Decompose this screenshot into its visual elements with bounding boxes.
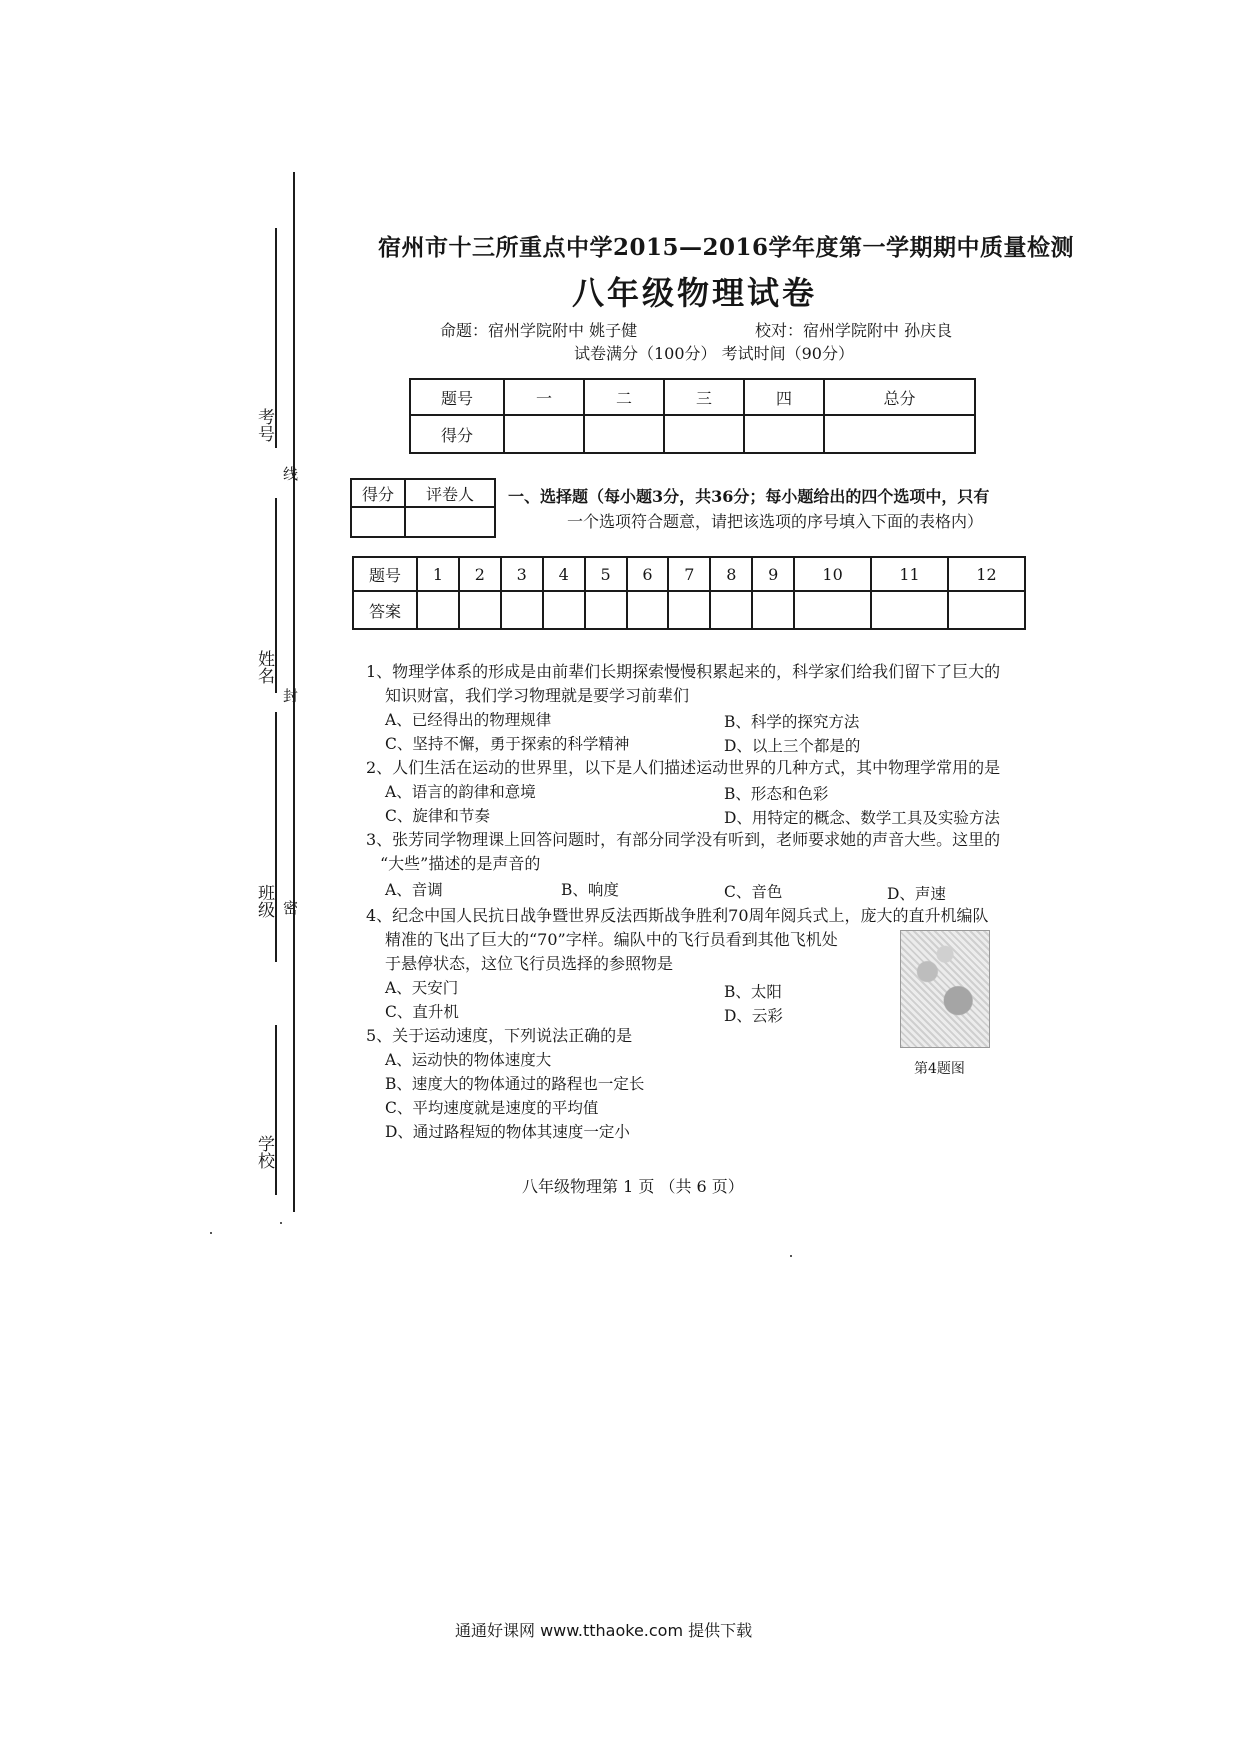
answer-cell[interactable] — [948, 591, 1025, 629]
answer-number: 5 — [585, 557, 627, 591]
answer-cell[interactable] — [627, 591, 669, 629]
score-table-col: 一 — [504, 379, 584, 415]
q1-option-a: A、已经得出的物理规律 — [385, 711, 552, 729]
page-number: 八年级物理第 1 页 （共 6 页） — [522, 1177, 744, 1196]
author-line: 命题：宿州学院附中 姚子健 — [440, 321, 638, 340]
score-table-col: 三 — [664, 379, 744, 415]
watermark: 通通好课网 www.tthaoke.com 提供下载 — [455, 1621, 753, 1640]
answer-cell[interactable] — [871, 591, 948, 629]
q1-option-c: C、坚持不懈，勇于探索的科学精神 — [385, 735, 630, 753]
seal-seal-text: 封 — [281, 688, 299, 703]
q4-line1: 4、纪念中国人民抗日战争暨世界反法西斯战争胜利70周年阅兵式上，庞大的直升机编队 — [366, 906, 989, 925]
score-cell[interactable] — [824, 415, 975, 453]
answer-number: 6 — [627, 557, 669, 591]
answer-cell[interactable] — [417, 591, 459, 629]
score-table-col: 四 — [744, 379, 824, 415]
q4-figure-caption: 第4题图 — [914, 1061, 965, 1077]
answer-table — [352, 556, 1026, 630]
answer-cell[interactable] — [668, 591, 710, 629]
answer-number: 4 — [543, 557, 585, 591]
answer-number: 11 — [871, 557, 948, 591]
grader-score-cell[interactable] — [351, 507, 405, 537]
answer-cell[interactable] — [543, 591, 585, 629]
answer-cell[interactable] — [794, 591, 871, 629]
school-underline — [275, 1025, 277, 1195]
exam-no-label: 考号 — [254, 408, 274, 442]
grader-box — [350, 478, 496, 538]
answer-number: 1 — [417, 557, 459, 591]
q3-option-d: D、声速 — [887, 885, 946, 903]
answer-cell[interactable] — [459, 591, 501, 629]
score-table-row-label: 得分 — [410, 415, 504, 453]
scan-speck — [790, 1255, 792, 1257]
q2-option-c: C、旋律和节奏 — [385, 807, 490, 825]
q2-line1: 2、人们生活在运动的世界里，以下是人们描述运动世界的几种方式，其中物理学常用的是 — [366, 758, 1001, 777]
q1-line2: 知识财富，我们学习物理就是要学习前辈们 — [385, 686, 690, 705]
score-table-header-row — [410, 379, 975, 415]
answer-table-header-row — [353, 557, 1025, 591]
answer-number: 10 — [794, 557, 871, 591]
answer-number: 3 — [501, 557, 543, 591]
school-label: 学校 — [254, 1135, 274, 1169]
score-table-col: 二 — [584, 379, 664, 415]
q5-option-b: B、速度大的物体通过的路程也一定长 — [385, 1075, 645, 1093]
q3-option-b: B、响度 — [561, 881, 619, 899]
q3-line1: 3、张芳同学物理课上回答问题时，有部分同学没有听到，老师要求她的声音大些。这里的 — [366, 830, 1001, 849]
seal-line-text: 线 — [281, 466, 299, 481]
section1-instructions-line1: 一、选择题（每小题3分，共36分；每小题给出的四个选项中，只有 — [508, 487, 990, 506]
class-underline — [275, 712, 277, 962]
q2-option-b: B、形态和色彩 — [724, 785, 829, 803]
score-table-header-label: 题号 — [410, 379, 504, 415]
q3-option-a: A、音调 — [385, 881, 443, 899]
answer-table-header-label: 题号 — [353, 557, 417, 591]
exam-subtitle: 八年级物理试卷 — [572, 274, 818, 312]
answer-number: 7 — [668, 557, 710, 591]
exam-title: 宿州市十三所重点中学2015—2016学年度第一学期期中质量检测 — [378, 234, 1075, 261]
score-cell[interactable] — [744, 415, 824, 453]
answer-number: 2 — [459, 557, 501, 591]
answer-cell[interactable] — [585, 591, 627, 629]
q1-line1: 1、物理学体系的形成是由前辈们长期探索慢慢积累起来的，科学家们给我们留下了巨大的 — [366, 662, 1001, 681]
answer-number: 8 — [710, 557, 752, 591]
q4-option-d: D、云彩 — [724, 1007, 783, 1025]
q3-option-c: C、音色 — [724, 883, 783, 901]
q4-line2: 精准的飞出了巨大的“70”字样。编队中的飞行员看到其他飞机处 — [385, 930, 838, 949]
scan-speck — [280, 1222, 282, 1224]
q4-option-a: A、天安门 — [385, 979, 459, 997]
q5-line1: 5、关于运动速度，下列说法正确的是 — [366, 1026, 633, 1045]
score-table-col: 总分 — [824, 379, 975, 415]
answer-number: 9 — [752, 557, 794, 591]
q4-option-b: B、太阳 — [724, 983, 782, 1001]
scores-info: 试卷满分（100分） 考试时间（90分） — [574, 344, 854, 363]
answer-cell[interactable] — [501, 591, 543, 629]
score-cell[interactable] — [664, 415, 744, 453]
score-table — [409, 378, 976, 454]
score-cell[interactable] — [504, 415, 584, 453]
section1-instructions-line2: 一个选项符合题意，请把该选项的序号填入下面的表格内） — [567, 512, 984, 531]
q3-line2: “大些”描述的是声音的 — [380, 854, 541, 873]
grader-score-label: 得分 — [351, 479, 405, 507]
q1-option-b: B、科学的探究方法 — [724, 713, 860, 731]
q2-option-a: A、语言的韵律和意境 — [385, 783, 536, 801]
answer-cell[interactable] — [752, 591, 794, 629]
q2-option-d: D、用特定的概念、数学工具及实验方法 — [724, 809, 1000, 827]
q4-option-c: C、直升机 — [385, 1003, 459, 1021]
scan-speck — [210, 1232, 212, 1234]
score-cell[interactable] — [584, 415, 664, 453]
score-table-score-row — [410, 415, 975, 453]
proofreader-line: 校对：宿州学院附中 孙庆良 — [755, 321, 953, 340]
grader-label: 评卷人 — [405, 479, 495, 507]
answer-cell[interactable] — [710, 591, 752, 629]
helicopter-formation-photo — [900, 930, 990, 1048]
name-label: 姓名 — [254, 650, 274, 684]
answer-table-row-label: 答案 — [353, 591, 417, 629]
seal-close-text: 密 — [281, 900, 299, 915]
q5-option-a: A、运动快的物体速度大 — [385, 1051, 552, 1069]
q1-option-d: D、以上三个都是的 — [724, 737, 861, 755]
q5-option-d: D、通过路程短的物体其速度一定小 — [385, 1123, 630, 1141]
answer-number: 12 — [948, 557, 1025, 591]
class-label: 班级 — [254, 884, 274, 918]
q4-line3: 于悬停状态，这位飞行员选择的参照物是 — [385, 954, 674, 973]
answer-table-answer-row — [353, 591, 1025, 629]
q5-option-c: C、平均速度就是速度的平均值 — [385, 1099, 599, 1117]
grader-name-cell[interactable] — [405, 507, 495, 537]
